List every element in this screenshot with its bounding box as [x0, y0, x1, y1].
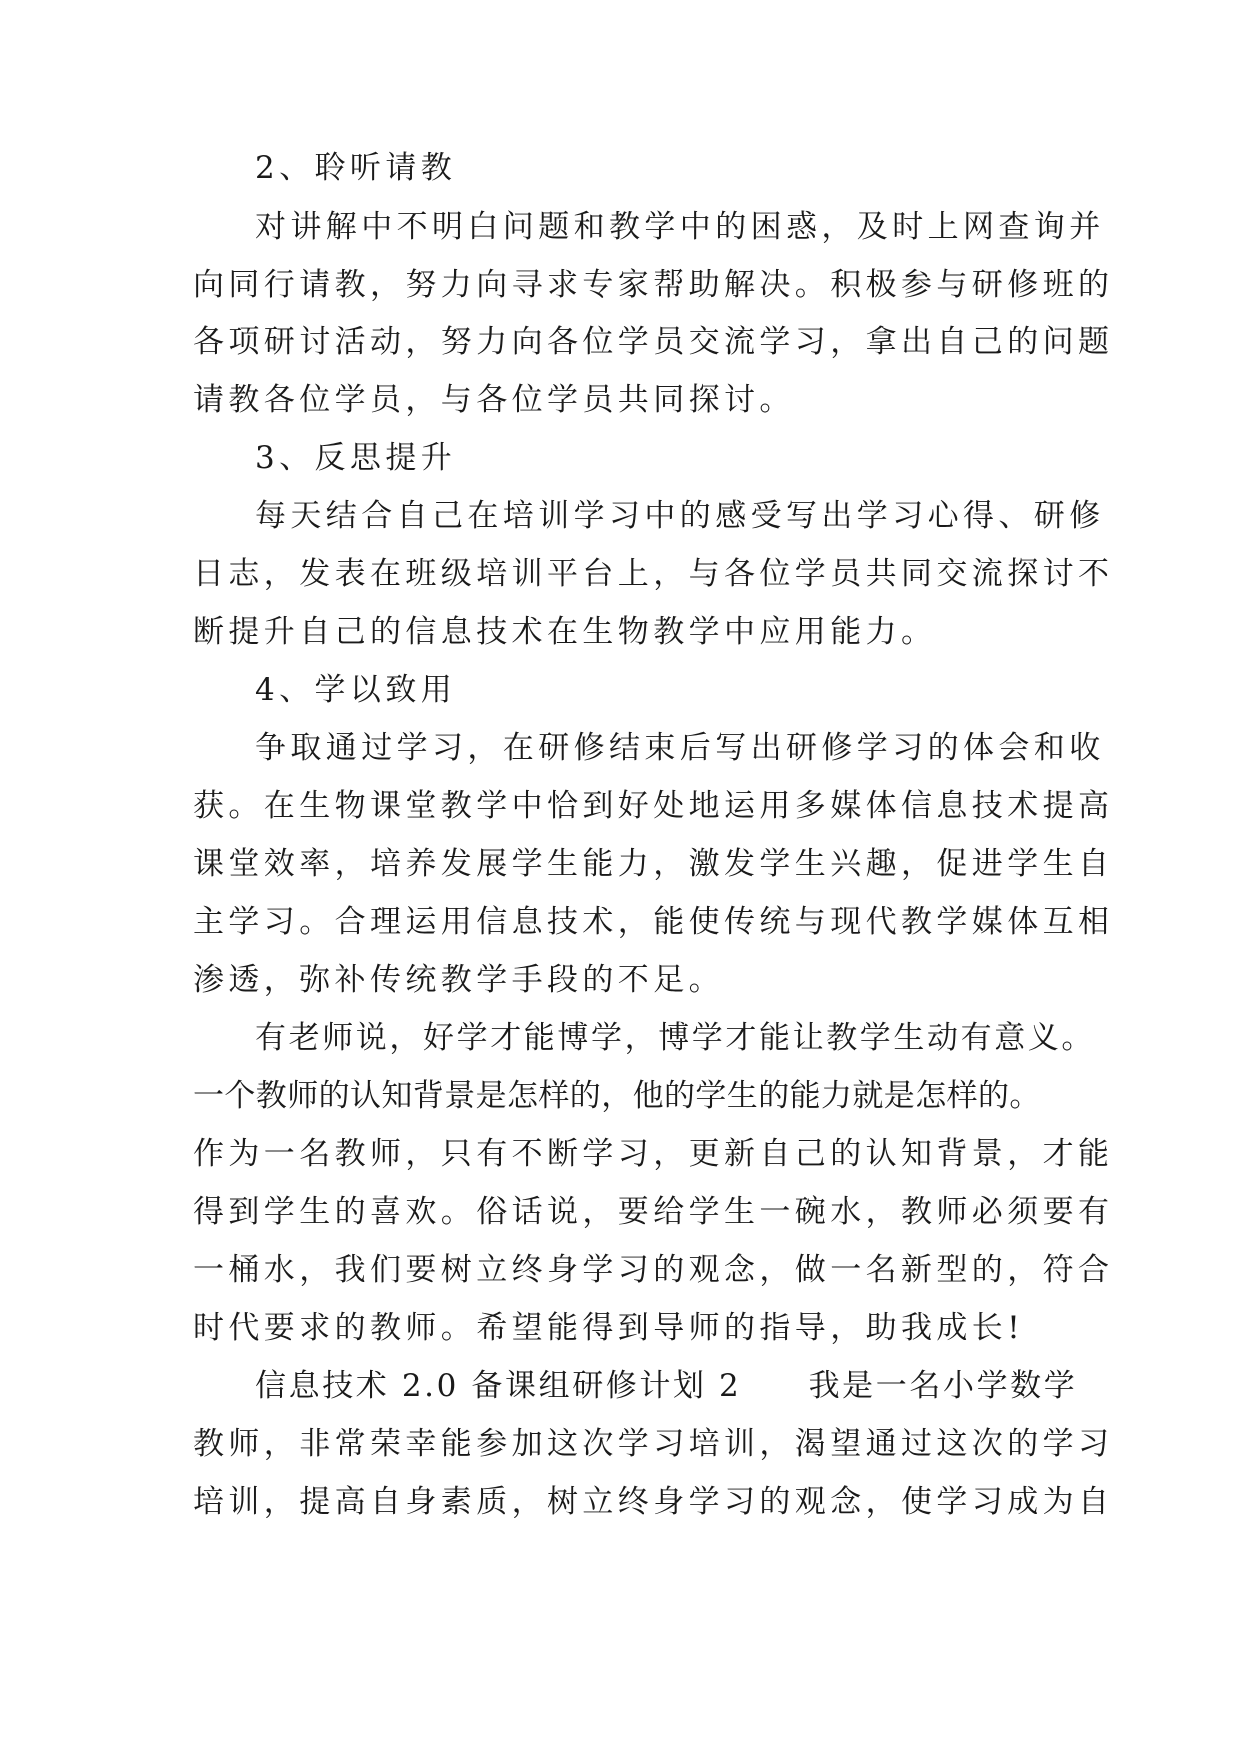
paragraph-line: 信息技术 2.0 备课组研修计划 2 我是一名小学数学 — [255, 1368, 1078, 1404]
paragraph-line: 日志，发表在班级培训平台上，与各位学员共同交流探讨不 — [193, 556, 1114, 592]
paragraph-line: 断提升自己的信息技术在生物教学中应用能力。 — [193, 614, 937, 650]
section-heading: 2、聆听请教 — [255, 150, 457, 186]
paragraph-line: 有老师说，好学才能博学，博学才能让教学生动有意义。 — [255, 1020, 1095, 1056]
paragraph-line: 一个教师的认知背景是怎样的，他的学生的能力就是怎样的。 — [193, 1078, 1041, 1114]
section-heading: 4、学以致用 — [255, 672, 457, 708]
paragraph-line: 争取通过学习，在研修结束后写出研修学习的体会和收 — [255, 730, 1105, 766]
paragraph-line: 渗透，弥补传统教学手段的不足。 — [193, 962, 724, 998]
paragraph-line: 请教各位学员，与各位学员共同探讨。 — [193, 382, 795, 418]
paragraph-line: 各项研讨活动，努力向各位学员交流学习，拿出自己的问题 — [193, 324, 1114, 360]
paragraph-line: 获。在生物课堂教学中恰到好处地运用多媒体信息技术提高 — [193, 788, 1114, 824]
paragraph-line: 培训，提高自身素质，树立终身学习的观念，使学习成为自 — [193, 1484, 1114, 1520]
paragraph-line: 时代要求的教师。希望能得到导师的指导，助我成长! — [193, 1310, 1025, 1346]
paragraph-line: 一桶水，我们要树立终身学习的观念，做一名新型的，符合 — [193, 1252, 1114, 1288]
paragraph-line: 主学习。合理运用信息技术，能使传统与现代教学媒体互相 — [193, 904, 1114, 940]
paragraph-line: 向同行请教，努力向寻求专家帮助解决。积极参与研修班的 — [193, 267, 1114, 303]
paragraph-line: 教师，非常荣幸能参加这次学习培训，渴望通过这次的学习 — [193, 1426, 1114, 1462]
paragraph-line: 得到学生的喜欢。俗话说，要给学生一碗水，教师必须要有 — [193, 1194, 1114, 1230]
paragraph-line: 作为一名教师，只有不断学习，更新自己的认知背景，才能 — [193, 1136, 1114, 1172]
paragraph-line: 每天结合自己在培训学习中的感受写出学习心得、研修 — [255, 498, 1105, 534]
section-heading: 3、反思提升 — [255, 440, 457, 476]
paragraph-line: 对讲解中不明白问题和教学中的困惑，及时上网查询并 — [255, 209, 1105, 245]
paragraph-line: 课堂效率，培养发展学生能力，激发学生兴趣，促进学生自 — [193, 846, 1114, 882]
